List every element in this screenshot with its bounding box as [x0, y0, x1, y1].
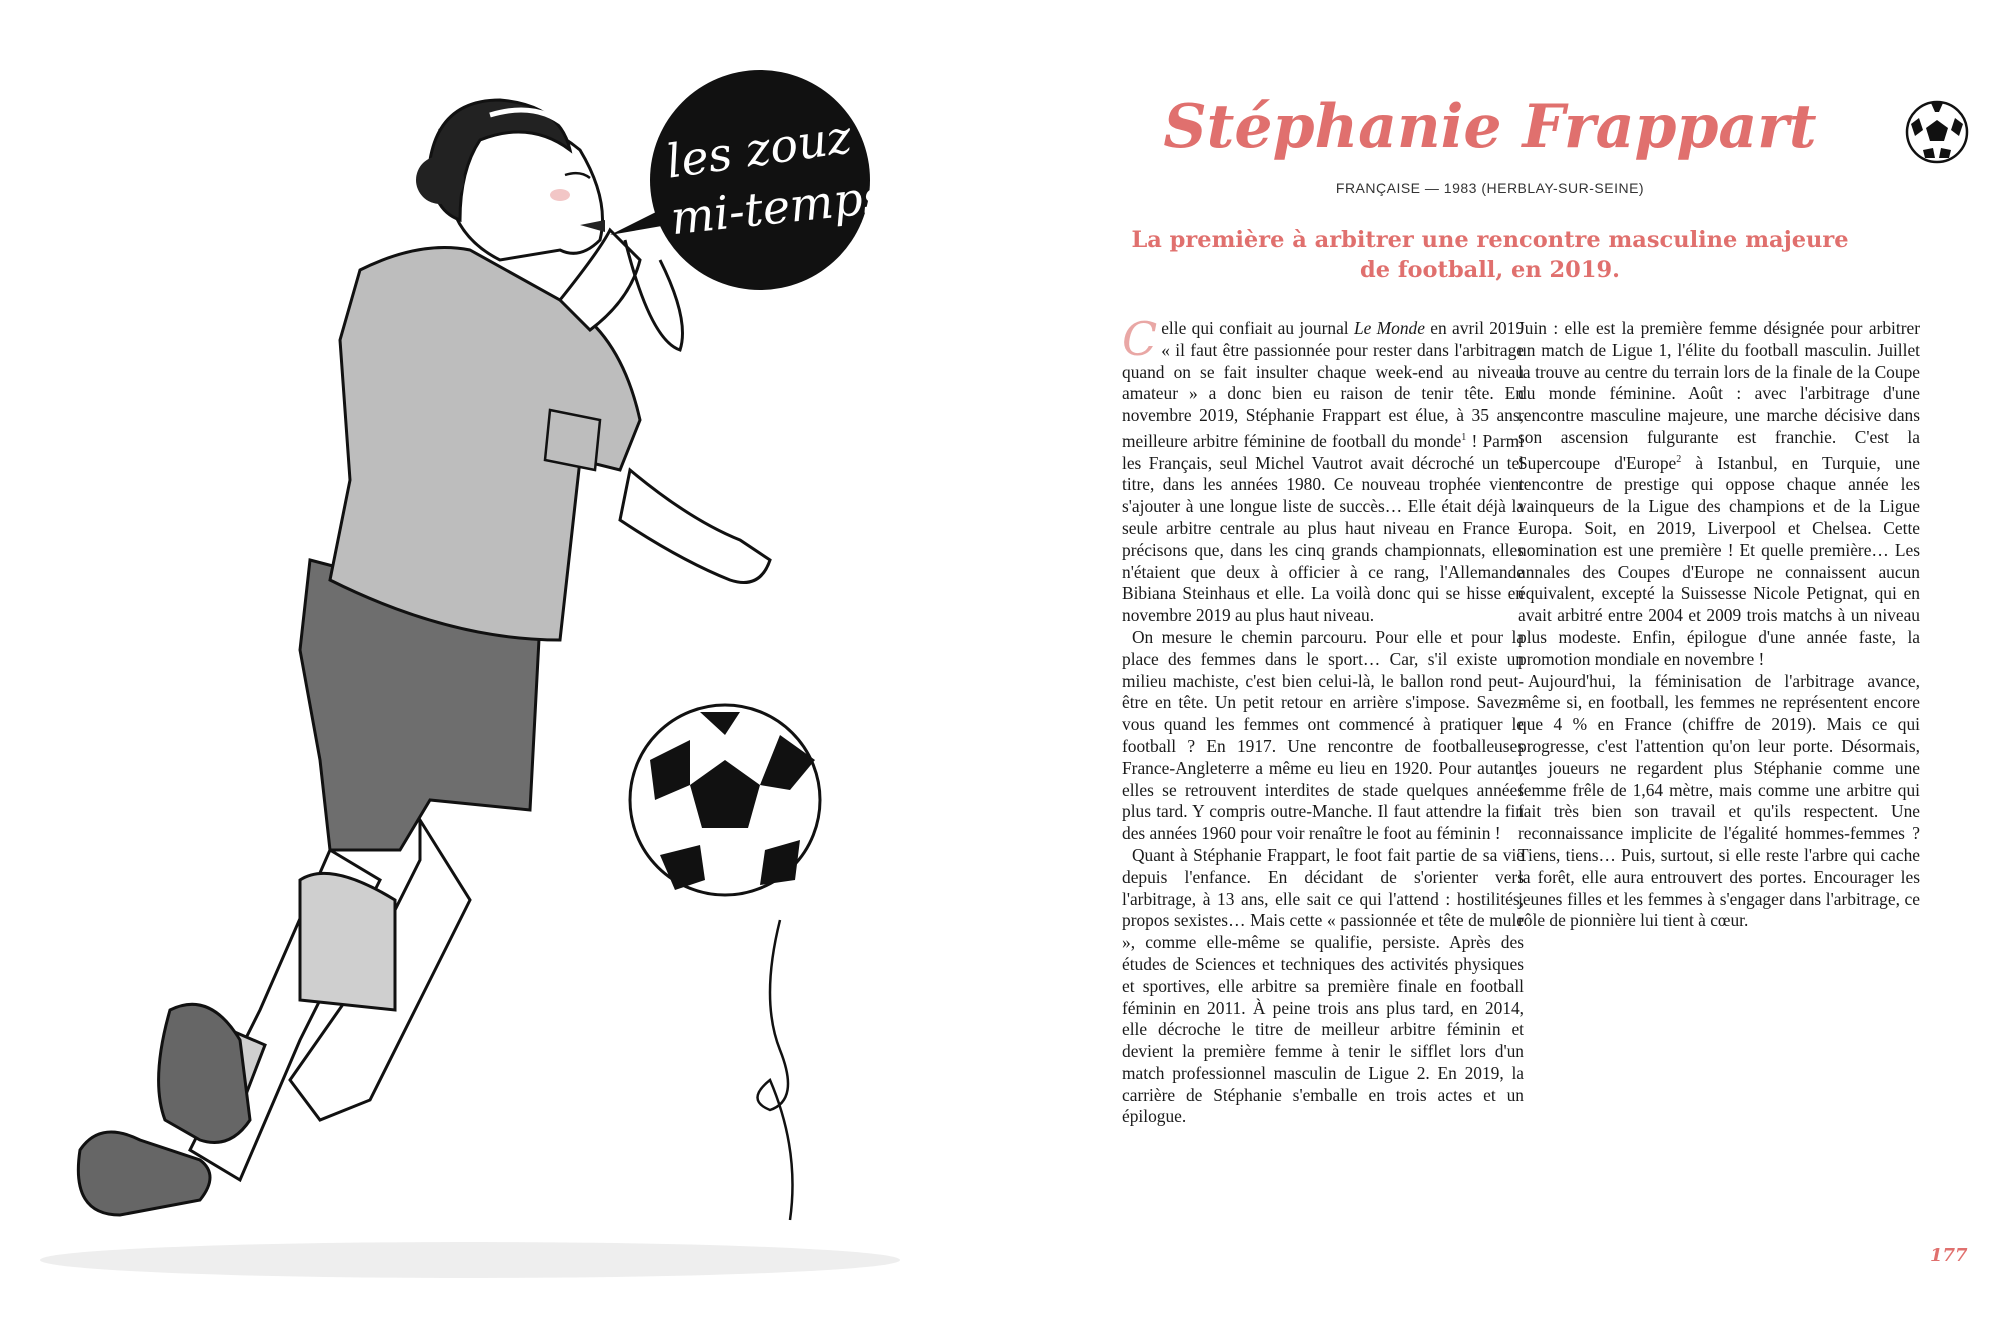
paragraph-3: Quant à Stéphanie Frappart, le foot fait partie de sa vie depuis l'enfance. En décidant de s'orienter vers l'arbitrage, à 13 ans, elle sait ce qui l'attend : hostilités, propos sexistes… Mais cette « passionnée et tête de mule », comme elle-même se qualifie, persiste. Après des études de Sciences et techniques des activités physiques et sportives, elle arbitre sa première finale en football féminin en 2011. À peine trois ans plus tard, en 2014, elle décroche le titre de meilleur arbitre féminin et devient la première femme à tenir le sifflet lors d'un match professionnel masculin de Ligue 2. En 2019, la carrière de Stéphanie s'emballe en trois actes et un épilogue.: [1122, 844, 1524, 1127]
head: [416, 100, 605, 260]
paragraph-1-text-cont: en avril 2019 « il faut être passionnée pour rester dans l'arbitrage quand on se fait insulter chaque week-end au niveau amateur » a donc bien eu raison de tenir tête. En novembre 2019, Stéphanie Frappart est élue, à 35 ans, meilleure arbitre féminine de football du monde: [1122, 318, 1525, 451]
paragraph-4-text: Juin : elle est la première femme désignée pour arbitrer un match de Ligue 1, l'élite du football masculin. Juillet la trouve au centre du terrain lors de la finale de la Coupe du monde féminine. Août : avec l'arbitrage d'une rencontre masculine majeure, une marche décisive dans son ascension fulgurante est franchie. C'est la Supercoupe d'Europe: [1518, 318, 1920, 473]
lower-arm: [620, 470, 770, 583]
drop-cap: C: [1122, 312, 1158, 366]
lead-statement: La première à arbitrer une rencontre masculine majeure de football, en 2019.: [1131, 227, 1849, 283]
footnote-ref-2: 2: [1676, 453, 1682, 465]
ground-shadow: [40, 1242, 900, 1278]
biography-subtitle: FRANÇAISE — 1983 (HERBLAY-SUR-SEINE): [1335, 180, 1645, 196]
article-column-right: [1518, 318, 1920, 932]
speech-bubble-line-2: mi-temps: [667, 168, 889, 246]
speech-bubble: [610, 70, 889, 290]
referee-illustration: [0, 0, 1000, 1329]
paragraph-2: On mesure le chemin parcouru. Pour elle et pour la place des femmes dans le sport… Car, s'il existe un milieu machiste, c'est bien celui-là, le ballon rond peut-être en tête. Un petit retour en arrière s'impose. Savez-vous quand les femmes ont commencé à pratiquer le football ? En 1917. Une rencontre de footballeuses France-Angleterre a même eu lieu en 1920. Pour autant, elles se retrouvent interdites de stade quelques années plus tard. Y compris outre-Manche. Il faut attendre la fin des années 1960 pour voir renaître le foot au féminin !: [1122, 626, 1524, 844]
paragraph-1: [1122, 312, 1525, 627]
front-leg: [159, 820, 470, 1143]
footnote-ref-1: 1: [1461, 431, 1467, 443]
shirt-pocket: [545, 410, 600, 470]
paragraph-1-text: elle qui confiait au journal: [1161, 318, 1354, 338]
paragraph-5: Aujourd'hui, la féminisation de l'arbitrage avance, même si, en football, les femmes ne représentent encore que 4 % en France (chiffre de 2019). Mais ce qui progresse, c'est l'attention qu'on leur porte. Désormais, les joueurs ne regardent plus Stéphanie comme une femme frêle de 1,64 mètre, mais comme une arbitre qui fait très bien son travail et qu'ils respectent. Une reconnaissance implicite de l'égalité hommes-femmes ? Tiens, tiens… Puis, surtout, si elle reste l'arbre qui cache la forêt, elle aura entrouvert des portes. Encourager les jeunes filles et les femmes à s'engager dans l'arbitrage, ce rôle de pionnière lui tient à cœur.: [1518, 670, 1920, 931]
paragraph-1-text-end: ! Parmi les Français, seul Michel Vautrot avait décroché un tel titre, dans les années 1980. Ce nouveau trophée vient s'ajouter à une longue liste de succès… Elle était déjà la seule arbitre centrale au plus haut niveau en France - précisons que, dans les cinq grands championnats, elles n'étaient que deux à officier à ce rang, l'Allemande Bibiana Steinhaus et elle. La voilà donc qui se hisse en novembre 2019 au plus haut niveau.: [1122, 430, 1524, 626]
article-column-left: [1122, 312, 1525, 1128]
page-number: 177: [1930, 1245, 1968, 1266]
speech-bubble-line-1: les zouz !: [662, 104, 888, 189]
football-illustration: [630, 705, 820, 895]
ball-motion-trail: [758, 920, 793, 1220]
soccer-ball-icon: [1905, 100, 1969, 164]
page-title: Stéphanie Frappart: [1163, 92, 1817, 162]
paragraph-4-text-end: à Istanbul, en Turquie, une rencontre de prestige qui oppose chaque année les vainqueurs de la Ligue des champions et de la Ligue Europa. Soit, en 2019, Liverpool et Chelsea. Cette nomination est une première ! Et quelle première… Les annales des Coupes d'Europe ne connaissent aucun équivalent, excepté la Suissesse Nicole Petignat, qui en avait arbitré entre 2004 et 2009 trois matchs à un niveau plus modeste. Enfin, épilogue d'une année faste, la promotion mondiale en novembre !: [1518, 452, 1921, 669]
newspaper-name: Le Monde: [1353, 318, 1425, 338]
paragraph-4: [1518, 318, 1920, 671]
